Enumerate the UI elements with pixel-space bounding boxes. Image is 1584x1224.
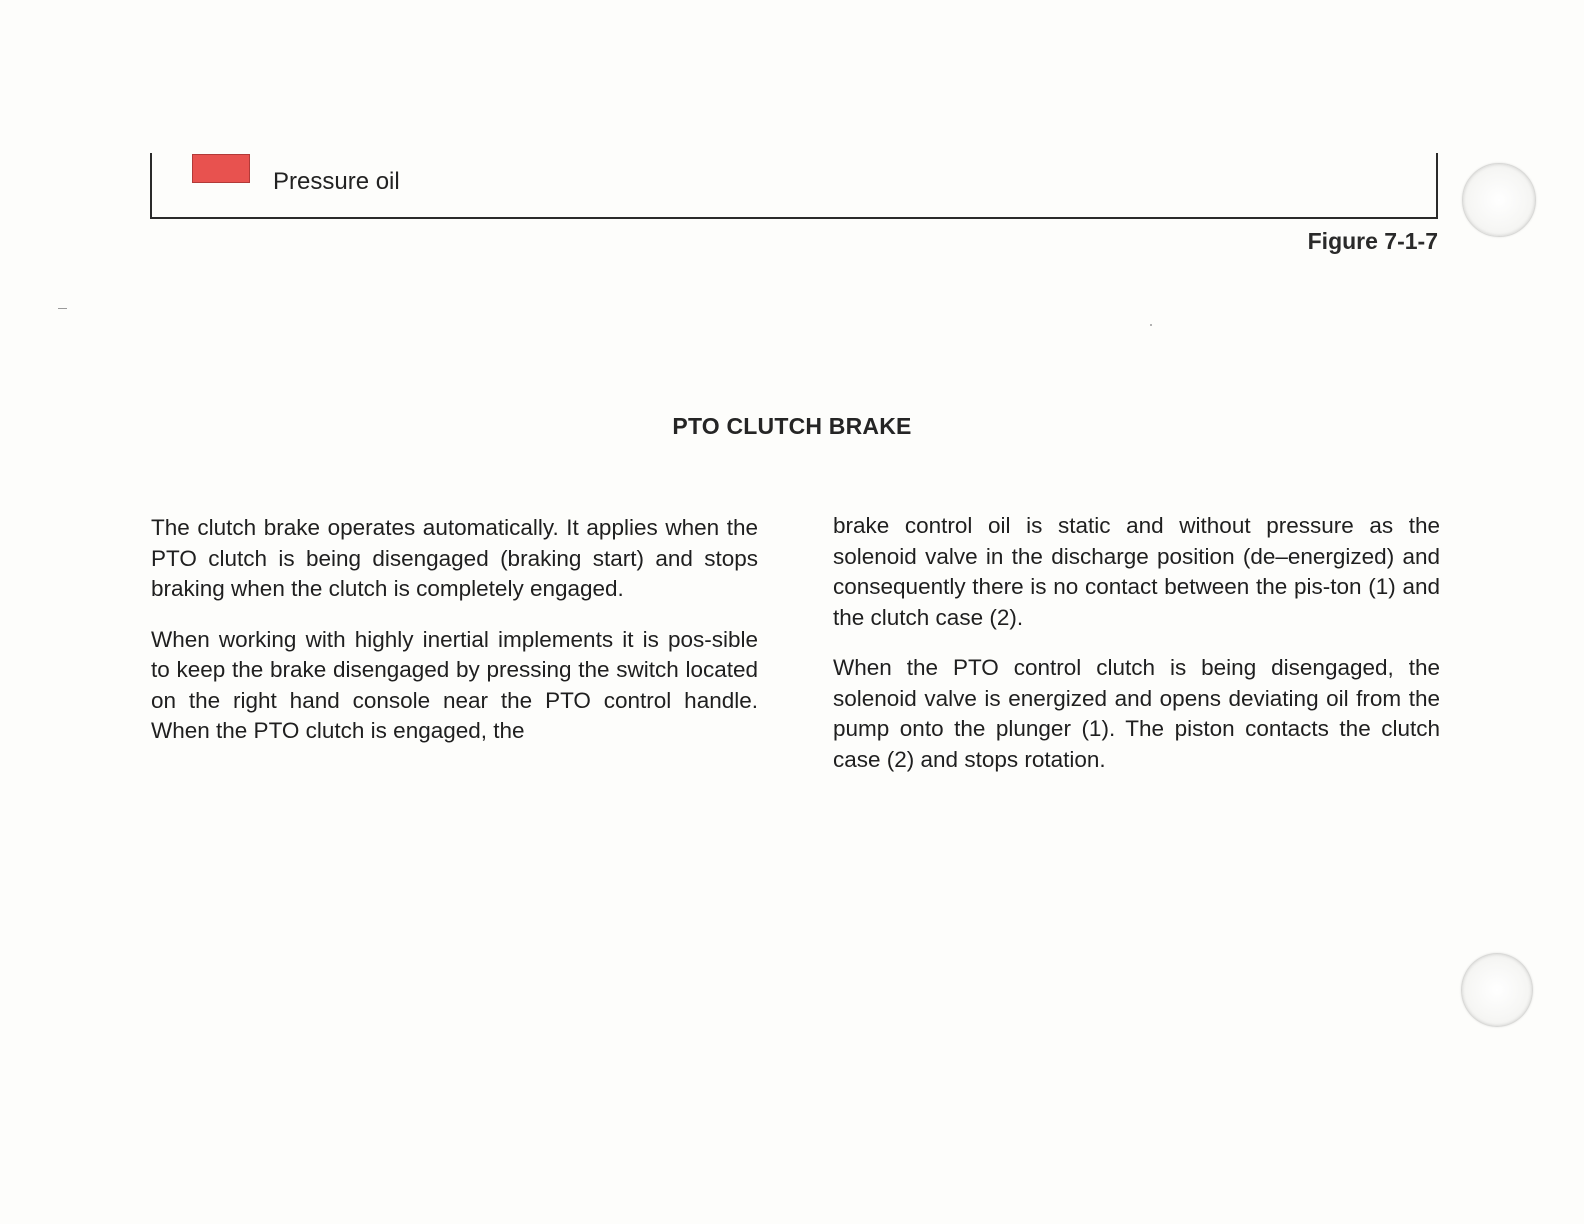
- paragraph: The clutch brake operates automatically. It applies when the PTO clutch is being disengaged (braking start) and stops braking when the clutch is completely engaged.: [151, 515, 758, 601]
- right-text-column: [833, 511, 1440, 795]
- pressure-oil-swatch: [192, 154, 250, 183]
- paragraph: When working with highly inertial implements it is pos-sible to keep the brake disengaged by pressing the switch located on the right hand console near the PTO control handle. When the PTO clutch is engaged, the: [151, 626, 758, 743]
- paragraph: When the PTO control clutch is being disengaged, the solenoid valve is energized and opens deviating oil from the pump onto the plunger (1). The piston contacts the clutch case (2) and stops rotation.: [833, 655, 1440, 772]
- section-title: PTO CLUTCH BRAKE: [672, 413, 912, 439]
- binder-hole-top: [1462, 163, 1536, 237]
- scan-speck: [58, 308, 67, 309]
- left-text-column: [151, 513, 758, 767]
- legend-label: Pressure oil: [273, 168, 400, 195]
- paragraph: brake control oil is static and without pressure as the solenoid valve in the discharge position (de–energized) and consequently there is no contact between the pis-ton (1) and the clutch case (2).: [833, 513, 1440, 630]
- figure-legend-box: [150, 153, 1438, 219]
- figure-caption: Figure 7-1-7: [1307, 228, 1438, 254]
- scan-speck: [1150, 324, 1152, 326]
- binder-hole-bottom: [1461, 953, 1533, 1027]
